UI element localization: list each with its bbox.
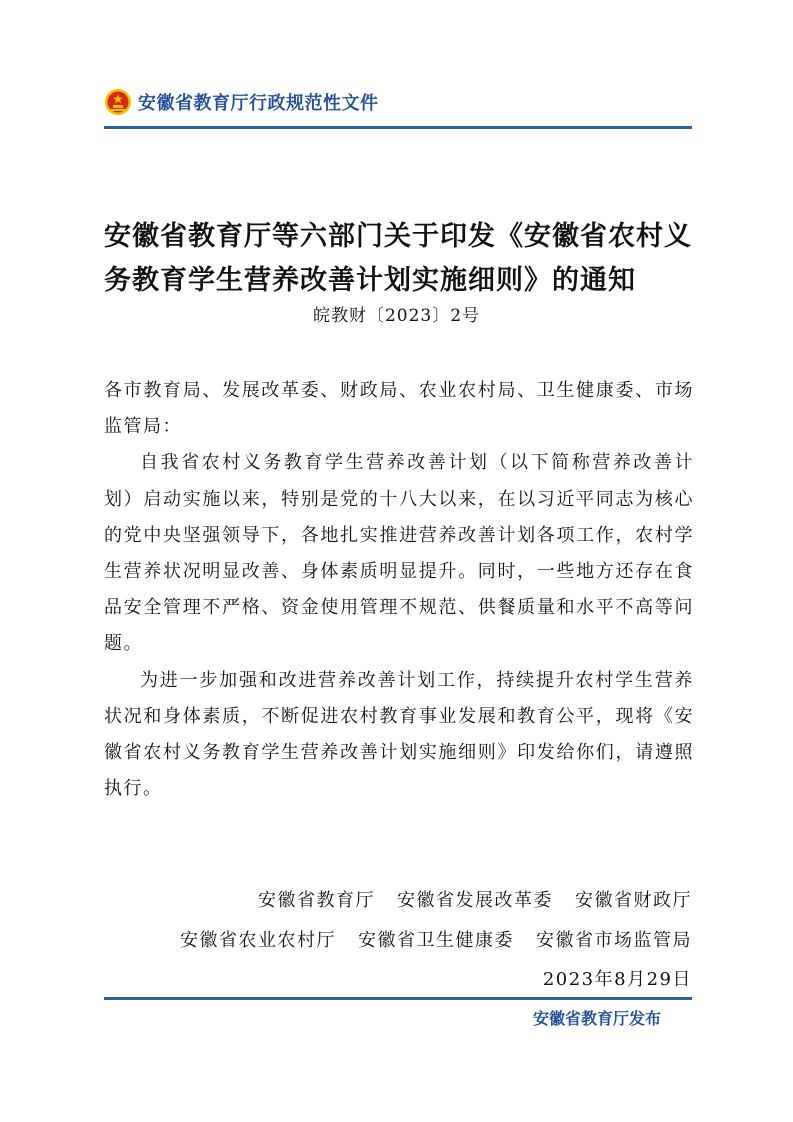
signature-line-2 [180, 926, 692, 952]
document-number: 皖教财〔2023〕2号 [312, 306, 481, 326]
paragraph: 为进一步加强和改进营养改善计划工作，持续提升农村学生营养状况和身体素质，不断促进农村教育事业发展和教育公平，现将《安徽省农村义务教育学生营养改善计划实施细则》印发给你们，请遵照执行。 [104, 669, 694, 800]
signatory: 安徽省发展改革委 [397, 890, 553, 911]
publisher-label: 安徽省教育厅发布 [532, 1009, 661, 1028]
addressee: 各市教育局、发展改革委、财政局、农业农村局、卫生健康委、市场监管局： [104, 380, 694, 438]
paragraph: 自我省农村义务教育学生营养改善计划（以下简称营养改善计划）启动实施以来，特别是党的十八大以来，在以习近平同志为核心的党中央坚强领导下，各地扎实推进营养改善计划各项工作，农村学生营养状况明显改善、身体素质明显提升。同时，一些地方还存在食品安全管理不严格、资金使用管理不规范、供餐质量和水平不高等问题。 [104, 452, 694, 655]
signatory: 安徽省教育厅 [258, 890, 375, 911]
header-divider [104, 126, 692, 129]
signatory: 安徽省农业农村厅 [180, 930, 336, 951]
signature-line-1 [258, 886, 692, 912]
signatory: 安徽省卫生健康委 [358, 930, 514, 951]
header-title: 安徽省教育厅行政规范性文件 [138, 93, 379, 114]
signatory: 安徽省财政厅 [575, 890, 692, 911]
national-emblem-icon [104, 88, 132, 116]
footer-divider [104, 997, 692, 1000]
document-title: 安徽省教育厅等六部门关于印发《安徽省农村义务教育学生营养改善计划实施细则》的通知 [104, 221, 692, 296]
document-header [104, 86, 379, 118]
document-body [104, 373, 694, 807]
signatory: 安徽省市场监管局 [536, 930, 692, 951]
document-date: 2023年8月29日 [542, 969, 692, 990]
